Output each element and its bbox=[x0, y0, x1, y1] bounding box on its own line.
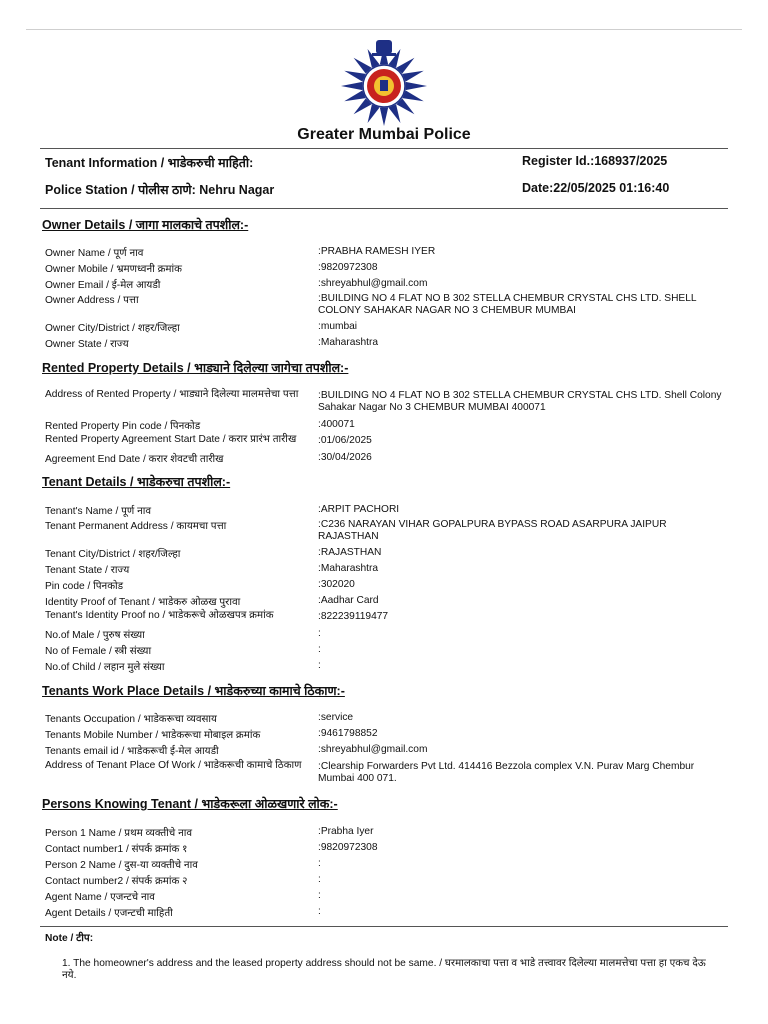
owner-field-label: Owner Name / पूर्ण नाव bbox=[45, 248, 144, 259]
tenant-field-label: No.of Child / लहान मुले संख्या bbox=[45, 662, 165, 673]
tenant-field-value: : bbox=[318, 644, 321, 655]
note-rule bbox=[40, 926, 728, 927]
owner-field-value: :PRABHA RAMESH IYER bbox=[318, 246, 436, 257]
persons-section-heading: Persons Knowing Tenant / भाडेकरूला ओळखणारे लोक:- bbox=[42, 797, 338, 811]
work-field-value: :service bbox=[318, 712, 354, 723]
work-field-label: Tenants Occupation / भाडेकरूचा व्यवसाय bbox=[45, 714, 217, 725]
tenant-field-label: Tenant State / राज्य bbox=[45, 565, 130, 576]
rented-field-value: :400071 bbox=[318, 419, 355, 430]
tenant-field-label: Tenant City/District / शहर/जिल्हा bbox=[45, 549, 181, 560]
owner-field-label: Owner Mobile / भ्रमणध्वनी क्रमांक bbox=[45, 264, 182, 275]
owner-field-value: :mumbai bbox=[318, 321, 358, 332]
note-heading: Note / टीप: bbox=[45, 933, 94, 944]
top-divider bbox=[26, 29, 742, 30]
tenant-field-value: :Aadhar Card bbox=[318, 595, 379, 606]
tenant-section-heading: Tenant Details / भाडेकरुचा तपशील:- bbox=[42, 475, 231, 489]
work-field-value: :Clearship Forwarders Pvt Ltd. 414416 Bezzola complex V.N. Purav Marg Chembur Mumbai 400 071. bbox=[318, 761, 695, 784]
tenant-field-value: :RAJASTHAN bbox=[318, 547, 382, 558]
tenant-field-value: : bbox=[318, 628, 321, 639]
work-field-label: Tenants Mobile Number / भाडेकरूचा मोबाइल क्रमांक bbox=[45, 730, 261, 741]
tenant-field-label: Identity Proof of Tenant / भाडेकरु ओळख पुरावा bbox=[45, 597, 241, 608]
work-field-value: :shreyabhul@gmail.com bbox=[318, 744, 428, 755]
note-item-text: The homeowner's address and the leased property address should not be same. / घरमालकाचा पत्ता व भाडे तत्त्वावर दिलेल्या मालमत्तेचा पत्ता हा एकच देऊ नये. bbox=[62, 958, 706, 981]
owner-field-label: Owner City/District / शहर/जिल्हा bbox=[45, 323, 180, 334]
persons-field-value: : bbox=[318, 858, 321, 869]
persons-field-label: Person 2 Name / दुस-या व्यक्तीचे नाव bbox=[45, 860, 198, 871]
rented-field-value: :BUILDING NO 4 FLAT NO B 302 STELLA CHEMBUR CRYSTAL CHS LTD. Shell Colony Sahakar Nagar No 3 CHEMBUR MUMBAI 400071 bbox=[318, 390, 722, 413]
rented-field-label: Rented Property Pin code / पिनकोड bbox=[45, 421, 201, 432]
tenant-field-value: :Maharashtra bbox=[318, 563, 379, 574]
note-item bbox=[62, 958, 722, 982]
persons-field-value: :9820972308 bbox=[318, 842, 378, 853]
form-title: Tenant Information / भाडेकरुची माहिती: bbox=[45, 156, 254, 170]
owner-field-value: :9820972308 bbox=[318, 262, 378, 273]
persons-field-label: Contact number2 / संपर्क क्रमांक २ bbox=[45, 876, 188, 887]
persons-field-label: Person 1 Name / प्रथम व्यक्तीचे नाव bbox=[45, 828, 193, 839]
owner-field-label: Owner Email / ई-मेल आयडी bbox=[45, 280, 161, 291]
organization-name: Greater Mumbai Police bbox=[297, 126, 471, 143]
owner-field-label: Owner Address / पत्ता bbox=[45, 295, 139, 306]
tenant-field-value: :ARPIT PACHORI bbox=[318, 504, 400, 515]
work-field-label: Address of Tenant Place Of Work / भाडेकरूची कामाचे ठिकाण bbox=[45, 760, 302, 771]
rented-section-heading: Rented Property Details / भाड्याने दिलेल्या जागेचा तपशील:- bbox=[42, 361, 349, 375]
register-id: Register Id.:168937/2025 bbox=[522, 154, 668, 168]
tenant-field-value: : bbox=[318, 660, 321, 671]
owner-field-value: :BUILDING NO 4 FLAT NO B 302 STELLA CHEMBUR CRYSTAL CHS LTD. SHELL COLONY SAHAKAR NAGAR NO 3 CHEMBUR MUMBAI bbox=[318, 293, 697, 316]
work-field-value: :9461798852 bbox=[318, 728, 378, 739]
owner-section-heading: Owner Details / जागा मालकाचे तपशील:- bbox=[42, 218, 249, 232]
header-rule-bottom bbox=[40, 208, 728, 209]
tenant-field-value: :302020 bbox=[318, 579, 355, 590]
work-section-heading: Tenants Work Place Details / भाडेकरुच्या कामाचे ठिकाण:- bbox=[42, 684, 345, 698]
owner-field-value: :shreyabhul@gmail.com bbox=[318, 278, 428, 289]
tenant-field-label: Tenant Permanent Address / कायमचा पत्ता bbox=[45, 521, 227, 532]
rented-field-value: :01/06/2025 bbox=[318, 435, 372, 446]
persons-field-label: Agent Details / एजन्टची माहिती bbox=[45, 908, 173, 919]
tenant-field-label: Tenant's Name / पूर्ण नाव bbox=[45, 506, 152, 517]
tenant-field-label: No.of Male / पुरुष संख्या bbox=[45, 630, 145, 641]
rented-field-label: Address of Rented Property / भाड्याने दिलेल्या मालमत्तेचा पत्ता bbox=[45, 389, 299, 400]
tenant-field-value: :C236 NARAYAN VIHAR GOPALPURA BYPASS ROAD ASARPURA JAIPUR RAJASTHAN bbox=[318, 519, 667, 542]
police-station: Police Station / पोलीस ठाणे: Nehru Nagar bbox=[45, 183, 275, 197]
note-item-number: 1. bbox=[62, 958, 71, 969]
work-field-label: Tenants email id / भाडेकरूची ई-मेल आयडी bbox=[45, 746, 219, 757]
tenant-field-label: Pin code / पिनकोड bbox=[45, 581, 124, 592]
rented-field-label: Agreement End Date / करार शेवटची तारीख bbox=[45, 454, 224, 465]
persons-field-value: :Prabha Iyer bbox=[318, 826, 374, 837]
persons-field-label: Contact number1 / संपर्क क्रमांक १ bbox=[45, 844, 188, 855]
persons-field-value: : bbox=[318, 890, 321, 901]
owner-field-label: Owner State / राज्य bbox=[45, 339, 129, 350]
police-emblem-logo bbox=[336, 37, 432, 127]
owner-field-value: :Maharashtra bbox=[318, 337, 379, 348]
tenant-field-value: :822239119477 bbox=[318, 611, 389, 622]
rented-field-value: :30/04/2026 bbox=[318, 452, 372, 463]
persons-field-value: : bbox=[318, 874, 321, 885]
tenant-field-label: No of Female / स्त्री संख्या bbox=[45, 646, 152, 657]
rented-field-label: Rented Property Agreement Start Date / करार प्रारंभ तारीख bbox=[45, 434, 297, 445]
tenant-field-label: Tenant's Identity Proof no / भाडेकरूचे ओळखपत्र क्रमांक bbox=[45, 610, 274, 621]
report-date: Date:22/05/2025 01:16:40 bbox=[522, 181, 670, 195]
header-rule-top bbox=[40, 148, 728, 149]
persons-field-value: : bbox=[318, 906, 321, 917]
persons-field-label: Agent Name / एजन्टचे नाव bbox=[45, 892, 155, 903]
